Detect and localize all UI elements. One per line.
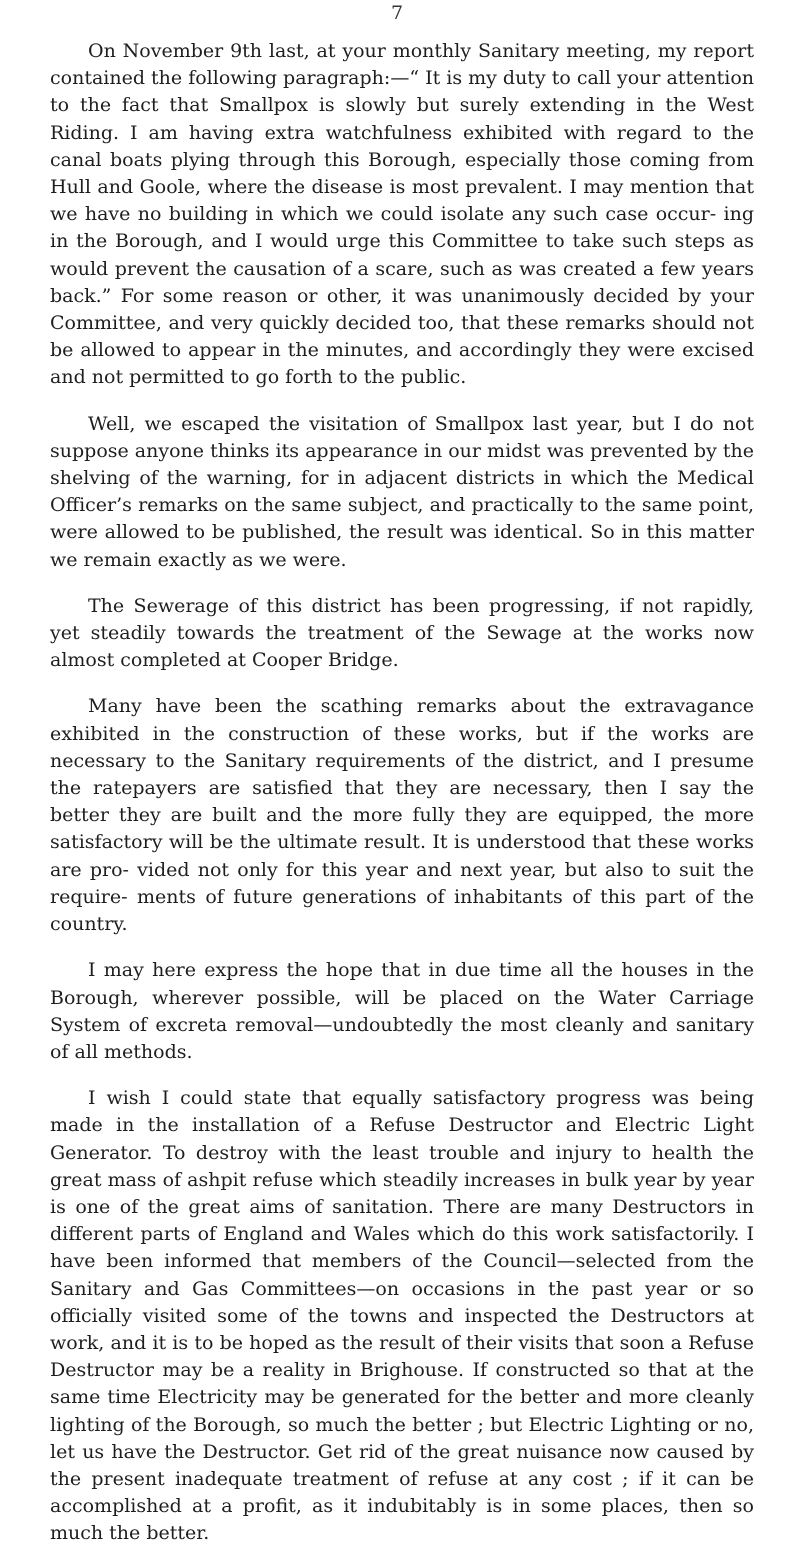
paragraph-smallpox-escape: Well, we escaped the visitation of Smallpox last year, but I do not suppose anyone thinks its appearance in our midst was prevented by the shelving of the warning, for in adjacent districts in which the Medical Officer’s remarks on the same subject, and practically to the same point, were allowed to be published, the result was identical. So in this matter we remain exactly as we were. <box>50 412 754 571</box>
paragraph-extravagance-remarks: Many have been the scathing remarks about the extravagance exhibited in the construction of these works, but if the works are necessary to the Sanitary requirements of the district, and I presume the ratepayers are satisfied that they are necessary, then I say the better they are built and the more fully they are equipped, the more satisfactory will be the ultimate result. It is understood that these works are pro- vided not only for this year and next year, but also to suit the require- ments of future generations of inhabitants of this part of the country. <box>50 695 754 936</box>
paragraph-smallpox-report: On November 9th last, at your monthly Sanitary meeting, my report contained the following paragraph:—“ It is my duty to call your attention to the fact that Smallpox is slowly but surely extending in the West Riding. I am having extra watchfulness exhibited with regard to the canal boats plying through this Borough, especially those coming from Hull and Goole, where the disease is most prevalent. I may mention that we have no building in which we could isolate any such case occur- ing in the Borough, and I would urge this Committee to take such steps as would prevent the causation of a scare, such as was created a few years back.” For some reason or other, it was unanimously decided by your Committee, and very quickly decided too, that these remarks should not be allowed to appear in the minutes, and accordingly they were excised and not permitted to go forth to the public. <box>50 40 754 389</box>
paragraph-refuse-destructor: I wish I could state that equally satisfactory progress was being made in the installation of a Refuse Destructor and Electric Light Generator. To destroy with the least trouble and injury to health the great mass of ashpit refuse which steadily increases in bulk year by year is one of the great aims of sanitation. There are many Destructors in different parts of England and Wales which do this work satisfactorily. I have been informed that members of the Council—selected from the Sanitary and Gas Committees—on occasions in the past year or so officially visited some of the towns and inspected the Destructors at work, and it is to be hoped as the result of their visits that soon a Refuse Destructor may be a reality in Brighouse. If constructed so that at the same time Electricity may be generated for the better and more cleanly lighting of the Borough, so much the better ; but Electric Lighting or no, let us have the Destructor. Get rid of the great nuisance now caused by the present inadequate treatment of refuse at any cost ; if it can be accomplished at a profit, as it indubitably is in some places, then so much the better. <box>50 1087 754 1545</box>
paragraph-water-carriage: I may here express the hope that in due time all the houses in the Borough, wherever possible, will be placed on the Water Carriage System of excreta removal—undoubtedly the most cleanly and sanitary of all methods. <box>50 959 754 1063</box>
body-text <box>50 38 754 1567</box>
page-number: 7 <box>391 2 404 24</box>
paragraph-sewerage-progress: The Sewerage of this district has been progressing, if not rapidly, yet steadily towards the treatment of the Sewage at the works now almost completed at Cooper Bridge. <box>50 594 754 672</box>
